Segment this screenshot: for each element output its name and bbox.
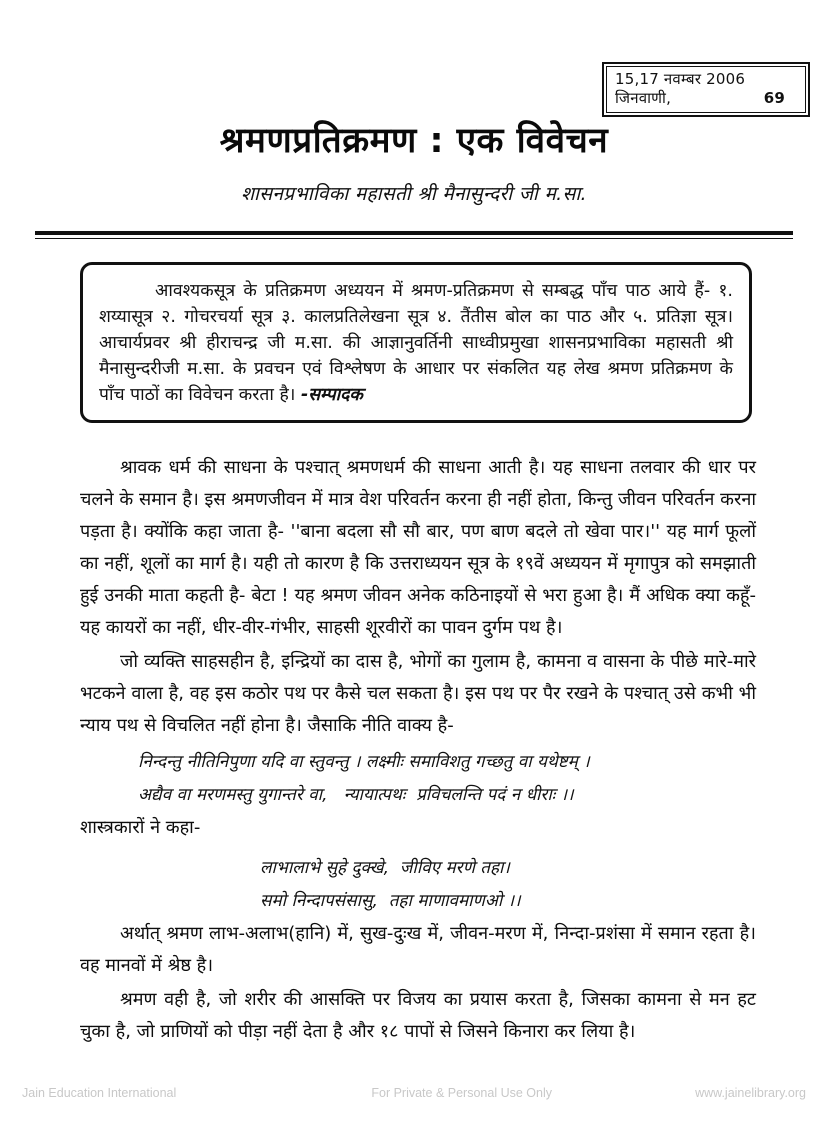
title-block (0, 118, 828, 206)
article-body (80, 452, 756, 1048)
body-paragraph-2: जो व्यक्ति साहसहीन है, इन्द्रियों का दास है, भोगों का गुलाम है, कामना व वासना के पीछे मारे-मारे भटकने वाला है, वह इस कठोर पथ पर कैसे चल सकता है। इस पथ पर पैर रखने के पश्चात् उसे कभी भी न्याय पथ से विचलित नहीं होना है। जैसाकि नीति वाक्य है- (80, 651, 756, 736)
page-title: श्रमणप्रतिक्रमण : एक विवेचन (219, 121, 609, 161)
issue-journal-row (615, 89, 797, 108)
footer-right-link: www.jainelibrary.org (695, 1086, 806, 1100)
footer-left-text: Jain Education International (22, 1086, 177, 1100)
issue-info-inner (606, 66, 806, 113)
body-paragraph-4: श्रमण वही है, जो शरीर की आसक्ति पर विजय का प्रयास करता है, जिसका कामना से मन हट चुका है, जो प्राणियों को पीड़ा नहीं देता है और १८ पापों से जिसने किनारा कर लिया है। (80, 989, 756, 1042)
sanskrit-verse (80, 746, 756, 812)
title-divider (35, 231, 793, 239)
footer-center-text: For Private & Personal Use Only (371, 1086, 552, 1100)
prakrit-verse-line-2: समो निन्दापसंसासु, तहा माणावमाणओ ।। (260, 891, 521, 911)
prakrit-verse-line-1: लाभालाभे सुहे दुक्खे, जीविए मरणे तहा। (260, 858, 510, 878)
sanskrit-verse-line-2: अद्यैव वा मरणमस्तु युगान्तरे वा, न्यायात्पथः प्रविचलन्ति पदं न धीराः ।। (138, 785, 574, 805)
issue-info-box (602, 62, 810, 117)
editor-note-text: आवश्यकसूत्र के प्रतिक्रमण अध्ययन में श्रमण-प्रतिक्रमण से सम्बद्ध पाँच पाठ आये हैं- १. शय्यासूत्र २. गोचरचर्या सूत्र ३. कालप्रतिलेखना सूत्र ४. तैंतीस बोल का पाठ और ५. प्रतिज्ञा सूत्र। आचार्यप्रवर श्री हीराचन्द्र जी म.सा. की आज्ञानुवर्तिनी साध्वीप्रमुखा शासनप्रभाविका महासती श्री मैनासुन्दरीजी म.सा. के प्रवचन एवं विश्लेषण के आधार पर संकलित यह लेख श्रमण प्रतिक्रमण के पाँच पाठों का विवेचन करता है। (99, 281, 733, 405)
editor-note-paragraph (99, 278, 733, 408)
journal-name: जिनवाणी, (615, 89, 672, 107)
divider-thin-rule (35, 238, 793, 239)
issue-date: 15,17 नवम्बर 2006 (615, 70, 746, 88)
editor-note-box (80, 262, 752, 423)
body-paragraph-1: श्रावक धर्म की साधना के पश्चात् श्रमणधर्म की साधना आती है। यह साधना तलवार की धार पर चलने के समान है। इस श्रमणजीवन में मात्र वेश परिवर्तन करना ही नहीं होता, किन्तु जीवन परिवर्तन करना पड़ता है। क्योंकि कहा जाता है- ''बाना बदला सौ सौ बार, पण बाण बदले तो खेवा पार।'' यह मार्ग फूलों का नहीं, शूलों का मार्ग है। यही तो कारण है कि उत्तराध्ययन सूत्र के १९वें अध्ययन में मृगापुत्र को समझाती हुई उनकी माता कहती है- बेटा ! यह श्रमण जीवन अनेक कठिनाइयों से भरा हुआ है। मैं अधिक क्या कहूँ- यह कायरों का नहीं, धीर-वीर-गंभीर, साहसी शूरवीरों का पावन दुर्गम पथ है। (80, 457, 756, 638)
page-footer (0, 1086, 828, 1100)
shastra-lead-in: शास्त्रकारों ने कहा- (80, 817, 201, 838)
page-number: 69 (763, 89, 785, 107)
body-paragraph-3: अर्थात् श्रमण लाभ-अलाभ(हानि) में, सुख-दुःख में, जीवन-मरण में, निन्दा-प्रशंसा में समान रहता है। वह मानवों में श्रेष्ठ है। (80, 923, 756, 976)
prakrit-verse (80, 852, 756, 918)
sanskrit-verse-line-1: निन्दन्तु नीतिनिपुणा यदि वा स्तुवन्तु । लक्ष्मीः समाविशतु गच्छतु वा यथेष्टम् । (138, 752, 590, 772)
author-byline: शासनप्रभाविका महासती श्री मैनासुन्दरी जी म.सा. (241, 183, 587, 205)
divider-thick-rule (35, 231, 793, 235)
editor-credit: -सम्पादक (300, 385, 363, 405)
